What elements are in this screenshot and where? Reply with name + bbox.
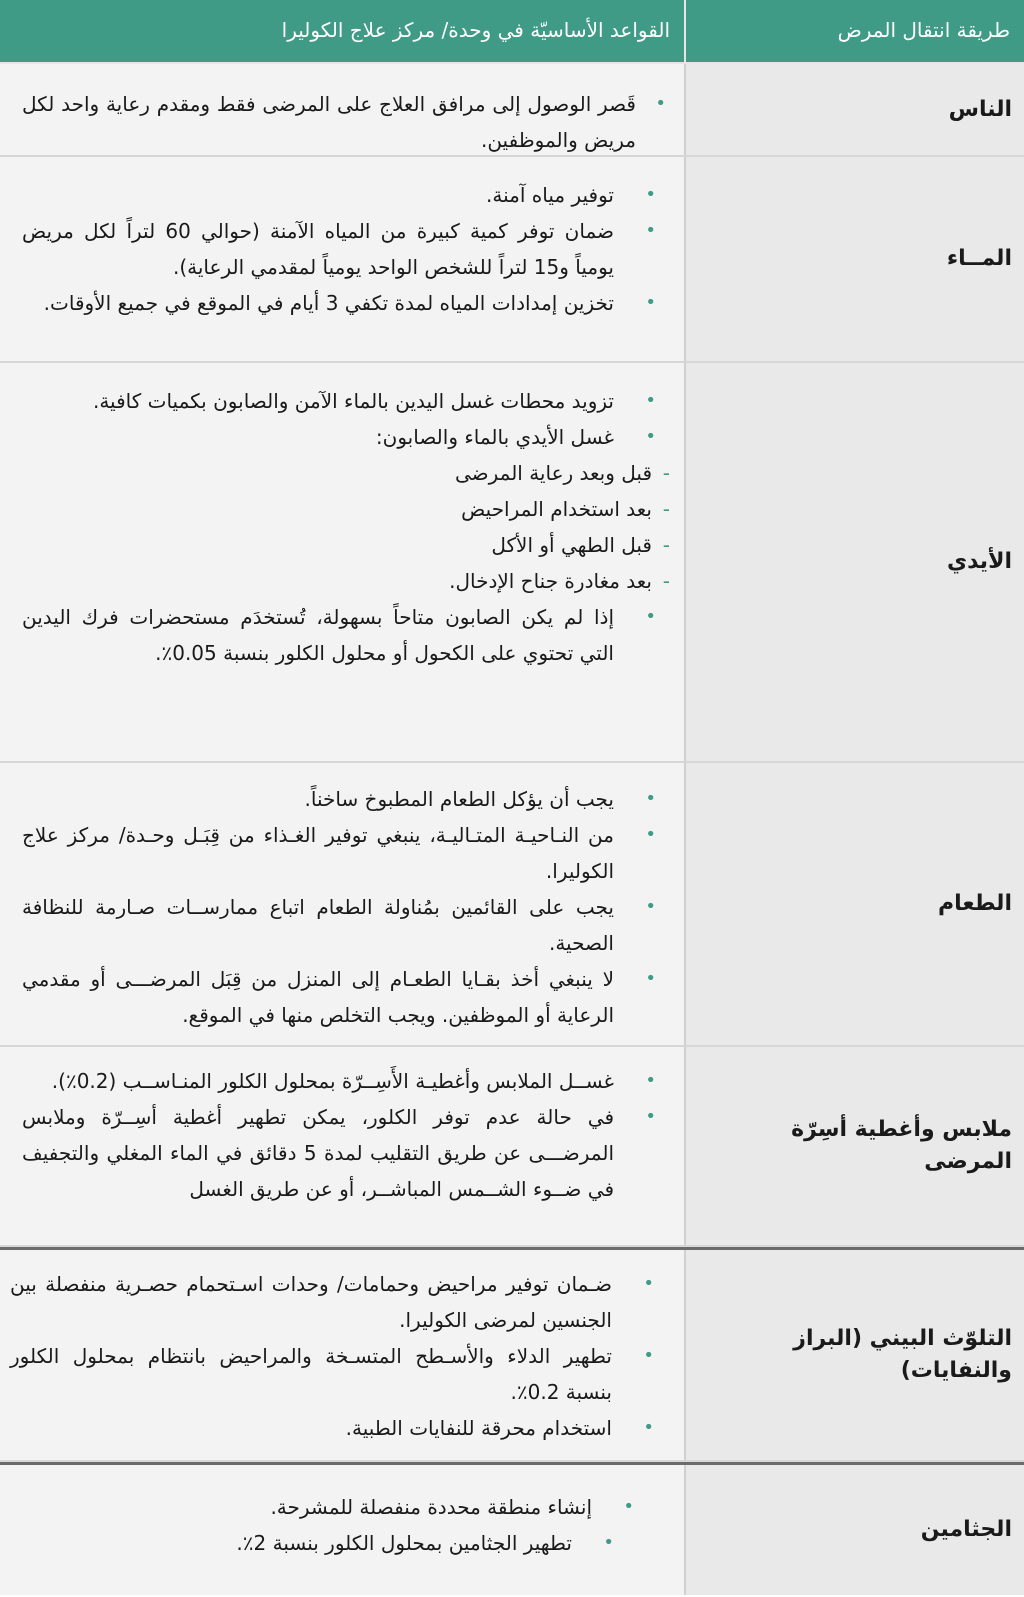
rule-item: • ضمان توفر كمية كبيرة من المياه الآمنة (حوالي 60 لتراً لكل مريض يومياً و15 لتراً للشخص الواحد يومياً لمقدمي الرعاية). <box>22 213 614 285</box>
row-label-food: الطعام <box>684 763 1024 1045</box>
rule-item: • لا ينبغي أخذ بقـايا الطعـام إلى المنزل من قِبَل المرضـــى أو مقدمي الرعاية أو الموظفين. ويجب التخلص منها في الموقع. <box>22 961 614 1033</box>
row-rules-hands <box>0 363 684 761</box>
row-label-bodies: الجثامين <box>684 1465 1024 1595</box>
rule-item: • تزويد محطات غسل اليدين بالماء الآمن والصابون بكميات كافية. <box>22 383 614 419</box>
row-rules-clothes <box>0 1047 684 1245</box>
header-transmission-route: طريقة انتقال المرض <box>684 0 1024 62</box>
rule-sub-item: - بعد مغادرة جناح الإدخال. <box>22 563 652 599</box>
row-rules-water <box>0 157 684 361</box>
table-row-hands <box>0 363 1024 763</box>
rule-item: • توفير مياه آمنة. <box>22 177 614 213</box>
row-label-water: المــاء <box>684 157 1024 361</box>
table-row-food <box>0 763 1024 1047</box>
rule-sub-item: - قبل وبعد رعاية المرضى <box>22 455 652 491</box>
row-rules-bodies <box>0 1465 684 1595</box>
table-row-excreta <box>0 1247 1024 1462</box>
row-rules-people <box>0 64 684 155</box>
rule-item: • تخزين إمدادات المياه لمدة تكفي 3 أيام في الموقع في جميع الأوقات. <box>22 285 614 321</box>
rule-sub-item: - قبل الطهي أو الأكل <box>22 527 652 563</box>
header-basic-rules: القواعد الأساسيّة في وحدة/ مركز علاج الكوليرا <box>281 18 670 42</box>
rule-item: • إنشاء منطقة محددة منفصلة للمشرحة. <box>22 1489 592 1525</box>
rule-item: • قَصر الوصول إلى مرافق العلاج على المرضى فقط ومقدم رعاية واحد لكل مريض والموظفين. <box>22 86 636 157</box>
rule-item: • ضـمان توفير مراحيض وحمامات/ وحدات اسـتحمام حصـرية منفصلة بين الجنسين لمرضى الكوليرا. <box>10 1266 612 1338</box>
rule-item: • غسل الأيدي بالماء والصابون: <box>22 419 614 455</box>
rule-item: • يجب أن يؤكل الطعام المطبوخ ساخناً. <box>22 781 614 817</box>
row-rules-excreta <box>0 1250 684 1460</box>
table-row-bodies <box>0 1462 1024 1595</box>
row-label-hands: الأيدي <box>684 363 1024 761</box>
rule-sub-item: - بعد استخدام المراحيض <box>22 491 652 527</box>
table-row-people <box>0 64 1024 157</box>
table-row-clothes <box>0 1047 1024 1247</box>
row-label-people: الناس <box>684 64 1024 155</box>
table-header <box>0 0 1024 64</box>
rule-item: • تطهير الدلاء والأسـطح المتسـخة والمراحيض بانتظام بمحلول الكلور بنسبة 0.2٪. <box>10 1338 612 1410</box>
rule-item: • استخدام محرقة للنفايات الطبية. <box>10 1410 612 1446</box>
rule-item: • إذا لم يكن الصابون متاحاً بسهولة، تُستخدَم مستحضرات فرك اليدين التي تحتوي على الكحول أو محلول الكلور بنسبة 0.05٪. <box>22 599 614 671</box>
table-row-water <box>0 157 1024 363</box>
rule-item: • من النـاحيـة المتـاليـة، ينبغي توفير الغـذاء من قِبَـل وحـدة/ مركز علاج الكوليرا. <box>22 817 614 889</box>
row-label-excreta: التلوّث البيني (البراز والنفايات) <box>684 1250 1024 1460</box>
rule-item: • تطهير الجثامين بمحلول الكلور بنسبة 2٪. <box>22 1525 572 1561</box>
row-label-clothes: ملابس وأغطية أسِرّة المرضى <box>684 1047 1024 1245</box>
rule-item: • يجب على القائمين بمُناولة الطعام اتباع ممارســات صـارمة للنظافة الصحية. <box>22 889 614 961</box>
rule-item: • في حالة عدم توفر الكلور، يمكن تطهير أغطية أسِــرّة وملابس المرضـــى عن طريق التقليب لمدة 5 دقائق في الماء المغلي والتجفيف في ضــوء الشــمس المباشــر، أو عن طريق الغسل <box>22 1099 614 1207</box>
row-rules-food <box>0 763 684 1045</box>
rule-item: • غســل الملابس وأغطيـة الأَسِــرّة بمحلول الكلور المنـاســب (0.2٪). <box>22 1063 614 1099</box>
